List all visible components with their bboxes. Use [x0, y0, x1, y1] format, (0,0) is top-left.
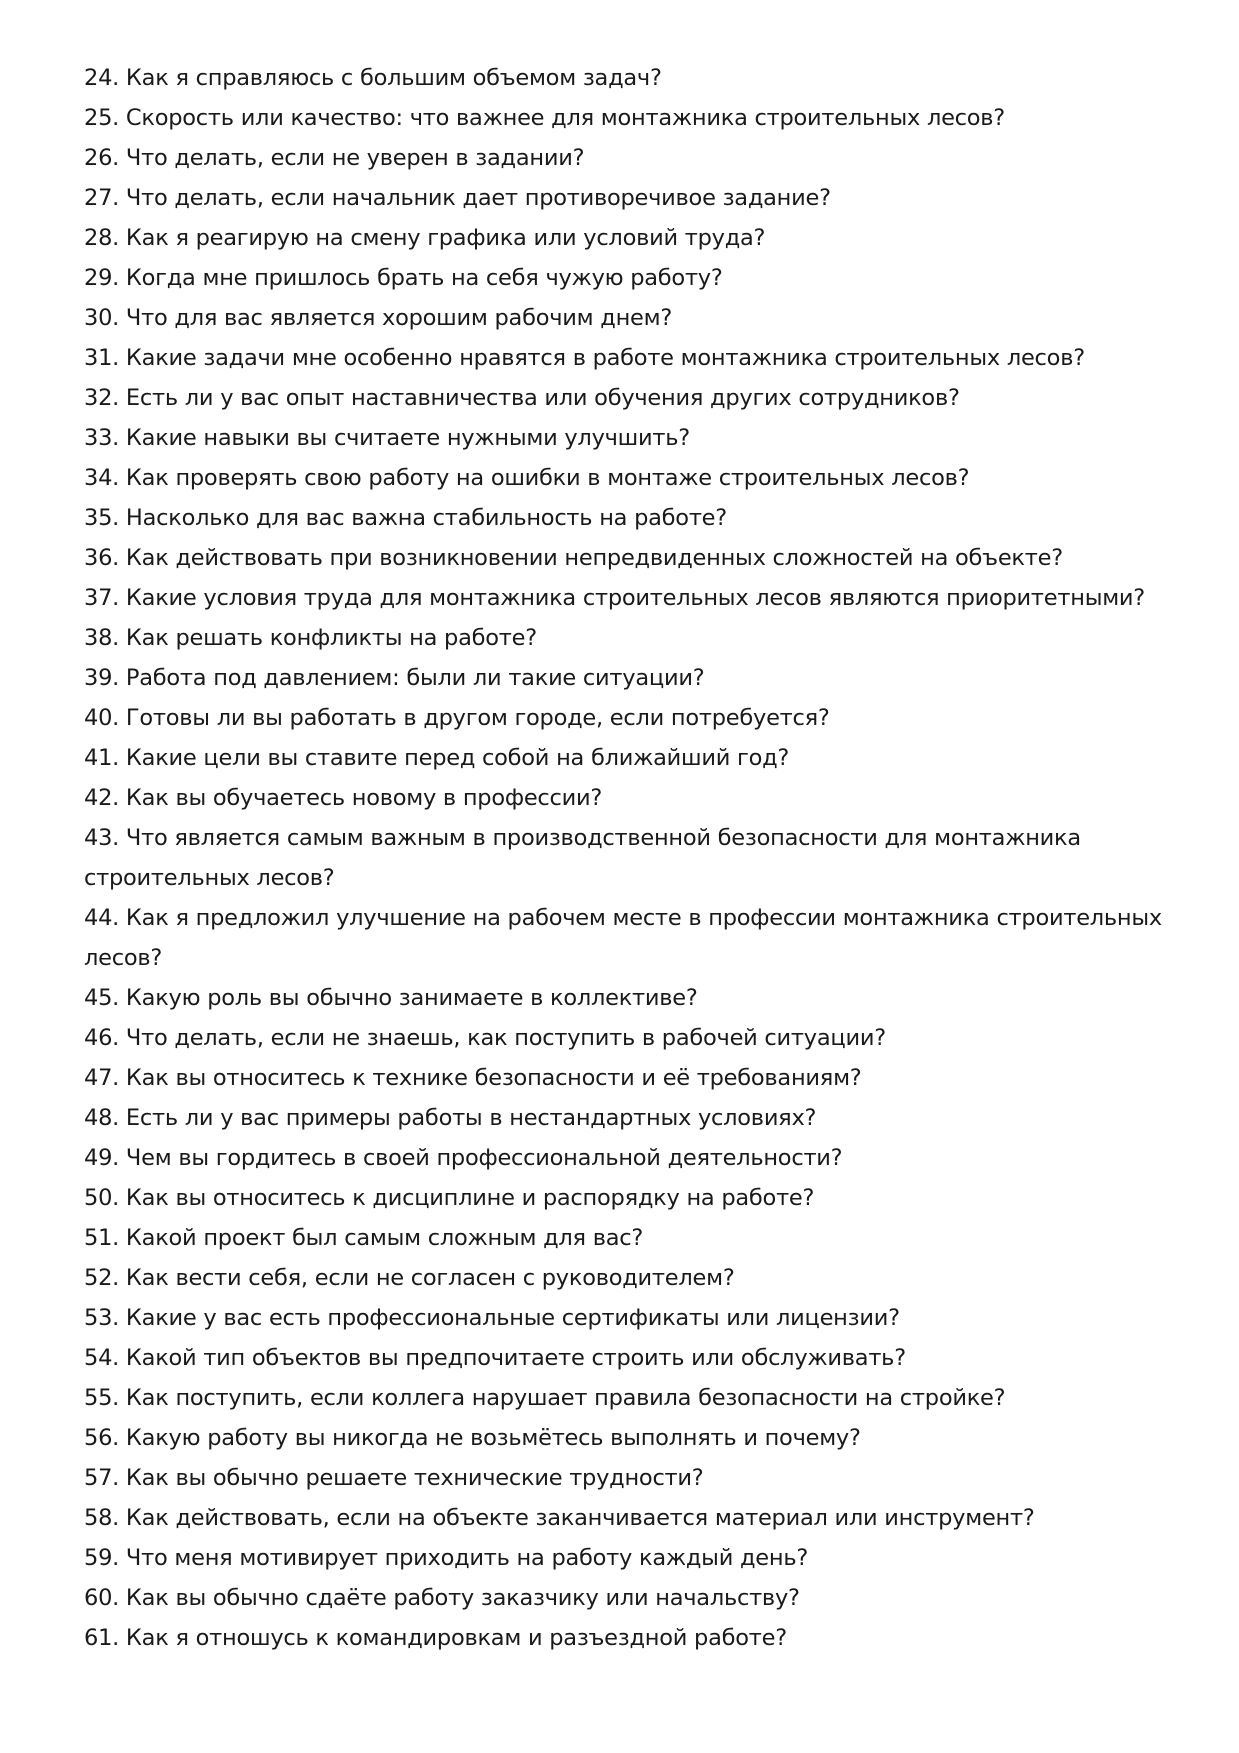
question-item: 37. Какие условия труда для монтажника строительных лесов являются приоритетными?	[84, 585, 1145, 611]
question-item: 25. Скорость или качество: что важнее для монтажника строительных лесов?	[84, 105, 1006, 131]
question-item: 48. Есть ли у вас примеры работы в нестандартных условиях?	[84, 1105, 817, 1131]
question-item: 43. Что является самым важным в производственной безопасности для монтажника строительных лесов?	[84, 825, 1081, 891]
question-item: 51. Какой проект был самым сложным для вас?	[84, 1225, 644, 1251]
question-item: 42. Как вы обучаетесь новому в профессии?	[84, 785, 603, 811]
question-item: 38. Как решать конфликты на работе?	[84, 625, 537, 651]
question-item: 35. Насколько для вас важна стабильность на работе?	[84, 505, 727, 531]
question-item: 50. Как вы относитесь к дисциплине и распорядку на работе?	[84, 1185, 815, 1211]
question-item: 40. Готовы ли вы работать в другом городе, если потребуется?	[84, 705, 830, 731]
question-item: 29. Когда мне пришлось брать на себя чужую работу?	[84, 265, 723, 291]
question-item: 56. Какую работу вы никогда не возьмётесь выполнять и почему?	[84, 1425, 861, 1451]
question-item: 26. Что делать, если не уверен в задании?	[84, 145, 585, 171]
document-page	[84, 58, 1164, 1658]
question-item: 44. Как я предложил улучшение на рабочем месте в профессии монтажника строительных лесов?	[84, 905, 1162, 971]
question-item: 45. Какую роль вы обычно занимаете в коллективе?	[84, 985, 698, 1011]
question-item: 34. Как проверять свою работу на ошибки в монтаже строительных лесов?	[84, 465, 970, 491]
question-item: 27. Что делать, если начальник дает противоречивое задание?	[84, 185, 831, 211]
question-item: 49. Чем вы гордитесь в своей профессиональной деятельности?	[84, 1145, 843, 1171]
question-item: 46. Что делать, если не знаешь, как поступить в рабочей ситуации?	[84, 1025, 886, 1051]
question-list	[84, 58, 1164, 1658]
question-item: 54. Какой тип объектов вы предпочитаете строить или обслуживать?	[84, 1345, 906, 1371]
question-item: 33. Какие навыки вы считаете нужными улучшить?	[84, 425, 690, 451]
question-item: 55. Как поступить, если коллега нарушает правила безопасности на стройке?	[84, 1385, 1006, 1411]
question-item: 47. Как вы относитесь к технике безопасности и её требованиям?	[84, 1065, 862, 1091]
question-item: 58. Как действовать, если на объекте заканчивается материал или инструмент?	[84, 1505, 1035, 1531]
question-item: 57. Как вы обычно решаете технические трудности?	[84, 1465, 704, 1491]
question-item: 36. Как действовать при возникновении непредвиденных сложностей на объекте?	[84, 545, 1063, 571]
question-item: 31. Какие задачи мне особенно нравятся в работе монтажника строительных лесов?	[84, 345, 1085, 371]
question-item: 39. Работа под давлением: были ли такие ситуации?	[84, 665, 705, 691]
question-item: 60. Как вы обычно сдаёте работу заказчику или начальству?	[84, 1585, 800, 1611]
question-item: 59. Что меня мотивирует приходить на работу каждый день?	[84, 1545, 809, 1571]
question-item: 61. Как я отношусь к командировкам и разъездной работе?	[84, 1625, 787, 1651]
question-item: 52. Как вести себя, если не согласен с руководителем?	[84, 1265, 735, 1291]
question-item: 41. Какие цели вы ставите перед собой на ближайший год?	[84, 745, 790, 771]
question-item: 53. Какие у вас есть профессиональные сертификаты или лицензии?	[84, 1305, 900, 1331]
question-item: 30. Что для вас является хорошим рабочим днем?	[84, 305, 673, 331]
question-item: 28. Как я реагирую на смену графика или условий труда?	[84, 225, 766, 251]
question-item: 32. Есть ли у вас опыт наставничества или обучения других сотрудников?	[84, 385, 960, 411]
question-item: 24. Как я справляюсь с большим объемом задач?	[84, 65, 662, 91]
